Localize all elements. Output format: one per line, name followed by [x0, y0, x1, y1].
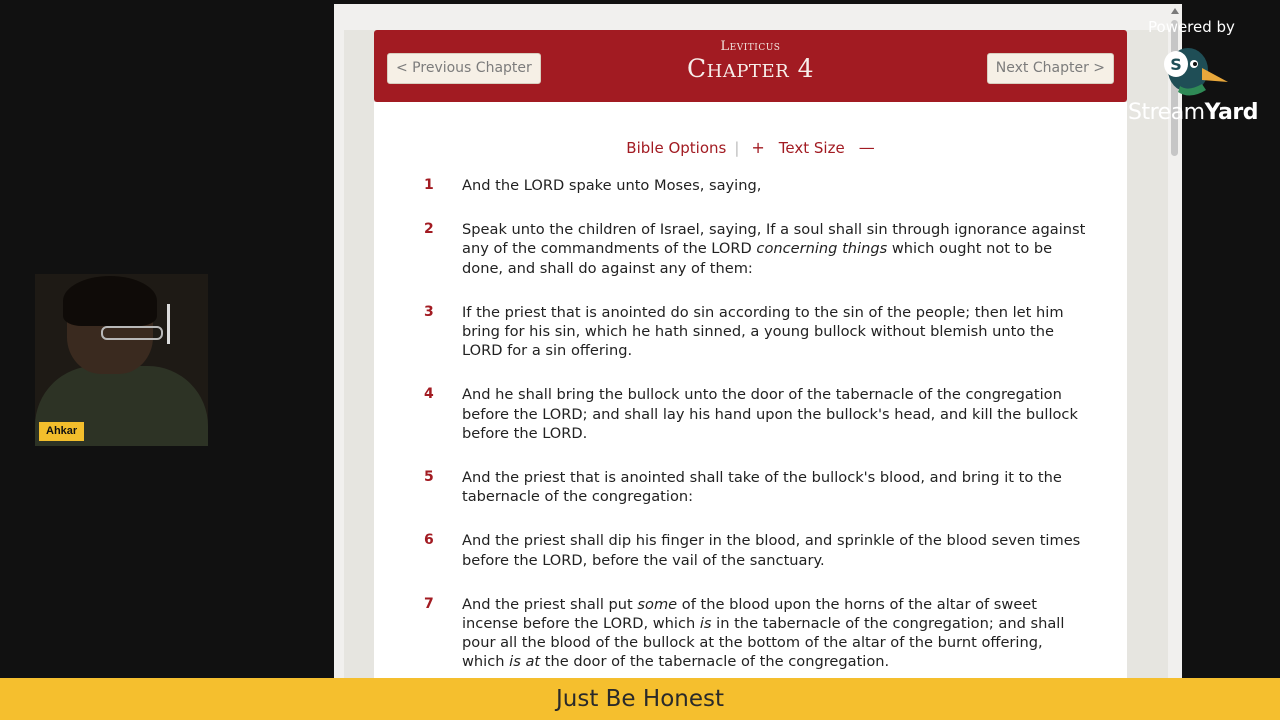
powered-by-text: Powered by	[1148, 18, 1235, 36]
verse-text: And he shall bring the bullock unto the door of the tabernacle of the congregation before the LORD; and shall lay his hand upon the bullock's head, and kill the bullock before the LORD.	[462, 386, 1078, 442]
verse-row	[374, 176, 1127, 195]
verse-row	[374, 303, 1127, 361]
brand-bold-text: Yard	[1204, 100, 1258, 125]
chapter-title: Chapter 4	[687, 54, 814, 83]
chapter-body	[374, 102, 1127, 678]
participant-name-label: Ahkar	[39, 422, 84, 441]
streamyard-wordmark	[1128, 100, 1258, 125]
text-size-increase-button[interactable]: +	[751, 138, 765, 157]
verse-text: Speak unto the children of Israel, saying, If a soul shall sin through ignorance against any of the commandments of the LORD concerning things which ought not to be done, and shall do against any of them:	[462, 221, 1086, 277]
verse-text: And the priest shall put some of the blood upon the horns of the altar of sweet incense before the LORD, which is in the tabernacle of the congregation; and shall pour all the blood of the bullock at the bottom of the altar of the burnt offering, which is at the door of the tabernacle of the congregation.	[462, 595, 1065, 671]
verse-text: If the priest that is anointed do sin according to the sin of the people; then let him bring for his sin, which he hath sinned, a young bullock without blemish unto the LORD for a sin offering.	[462, 303, 1064, 360]
verse-text: And the LORD spake unto Moses, saying,	[462, 177, 762, 194]
verse-row	[374, 595, 1127, 672]
streamyard-duck-icon	[1158, 42, 1230, 104]
chapter-header	[374, 30, 1127, 102]
webcam-video	[35, 274, 208, 446]
verse-list	[374, 176, 1127, 678]
options-separator: |	[734, 138, 740, 157]
book-title: Leviticus	[720, 39, 781, 54]
svg-text:S: S	[1170, 55, 1182, 74]
bible-options-link[interactable]: Bible Options	[626, 138, 727, 157]
verse-number[interactable]: 4	[424, 386, 434, 403]
verse-text: And the priest shall dip his finger in the blood, and sprinkle of the blood seven times before the LORD, before the vail of the sanctuary.	[462, 532, 1081, 569]
person-hair	[63, 276, 157, 326]
verse-number[interactable]: 5	[424, 469, 434, 486]
verse-row	[374, 468, 1127, 506]
verse-number[interactable]: 7	[424, 595, 434, 612]
glasses	[101, 326, 163, 340]
previous-chapter-button[interactable]: < Previous Chapter	[387, 53, 541, 84]
shared-screen	[334, 4, 1182, 678]
verse-row	[374, 385, 1127, 443]
next-chapter-button[interactable]: Next Chapter >	[987, 53, 1114, 84]
verse-number[interactable]: 1	[424, 177, 434, 193]
verse-row	[374, 531, 1127, 569]
text-size-decrease-button[interactable]: —	[858, 138, 875, 157]
bible-options-bar	[374, 138, 1127, 157]
verse-number[interactable]: 6	[424, 532, 434, 549]
verse-row	[374, 220, 1127, 278]
banner: Just Be Honest	[0, 678, 1280, 720]
brand-light-text: Stream	[1128, 100, 1205, 125]
scroll-up-arrow-icon[interactable]	[1171, 8, 1179, 14]
verse-number[interactable]: 3	[424, 303, 434, 320]
verse-number[interactable]: 2	[424, 221, 434, 238]
text-size-label: Text Size	[778, 138, 845, 157]
background-light	[167, 304, 170, 344]
verse-text: And the priest that is anointed shall take of the bullock's blood, and bring it to the tabernacle of the congregation:	[462, 469, 1062, 506]
